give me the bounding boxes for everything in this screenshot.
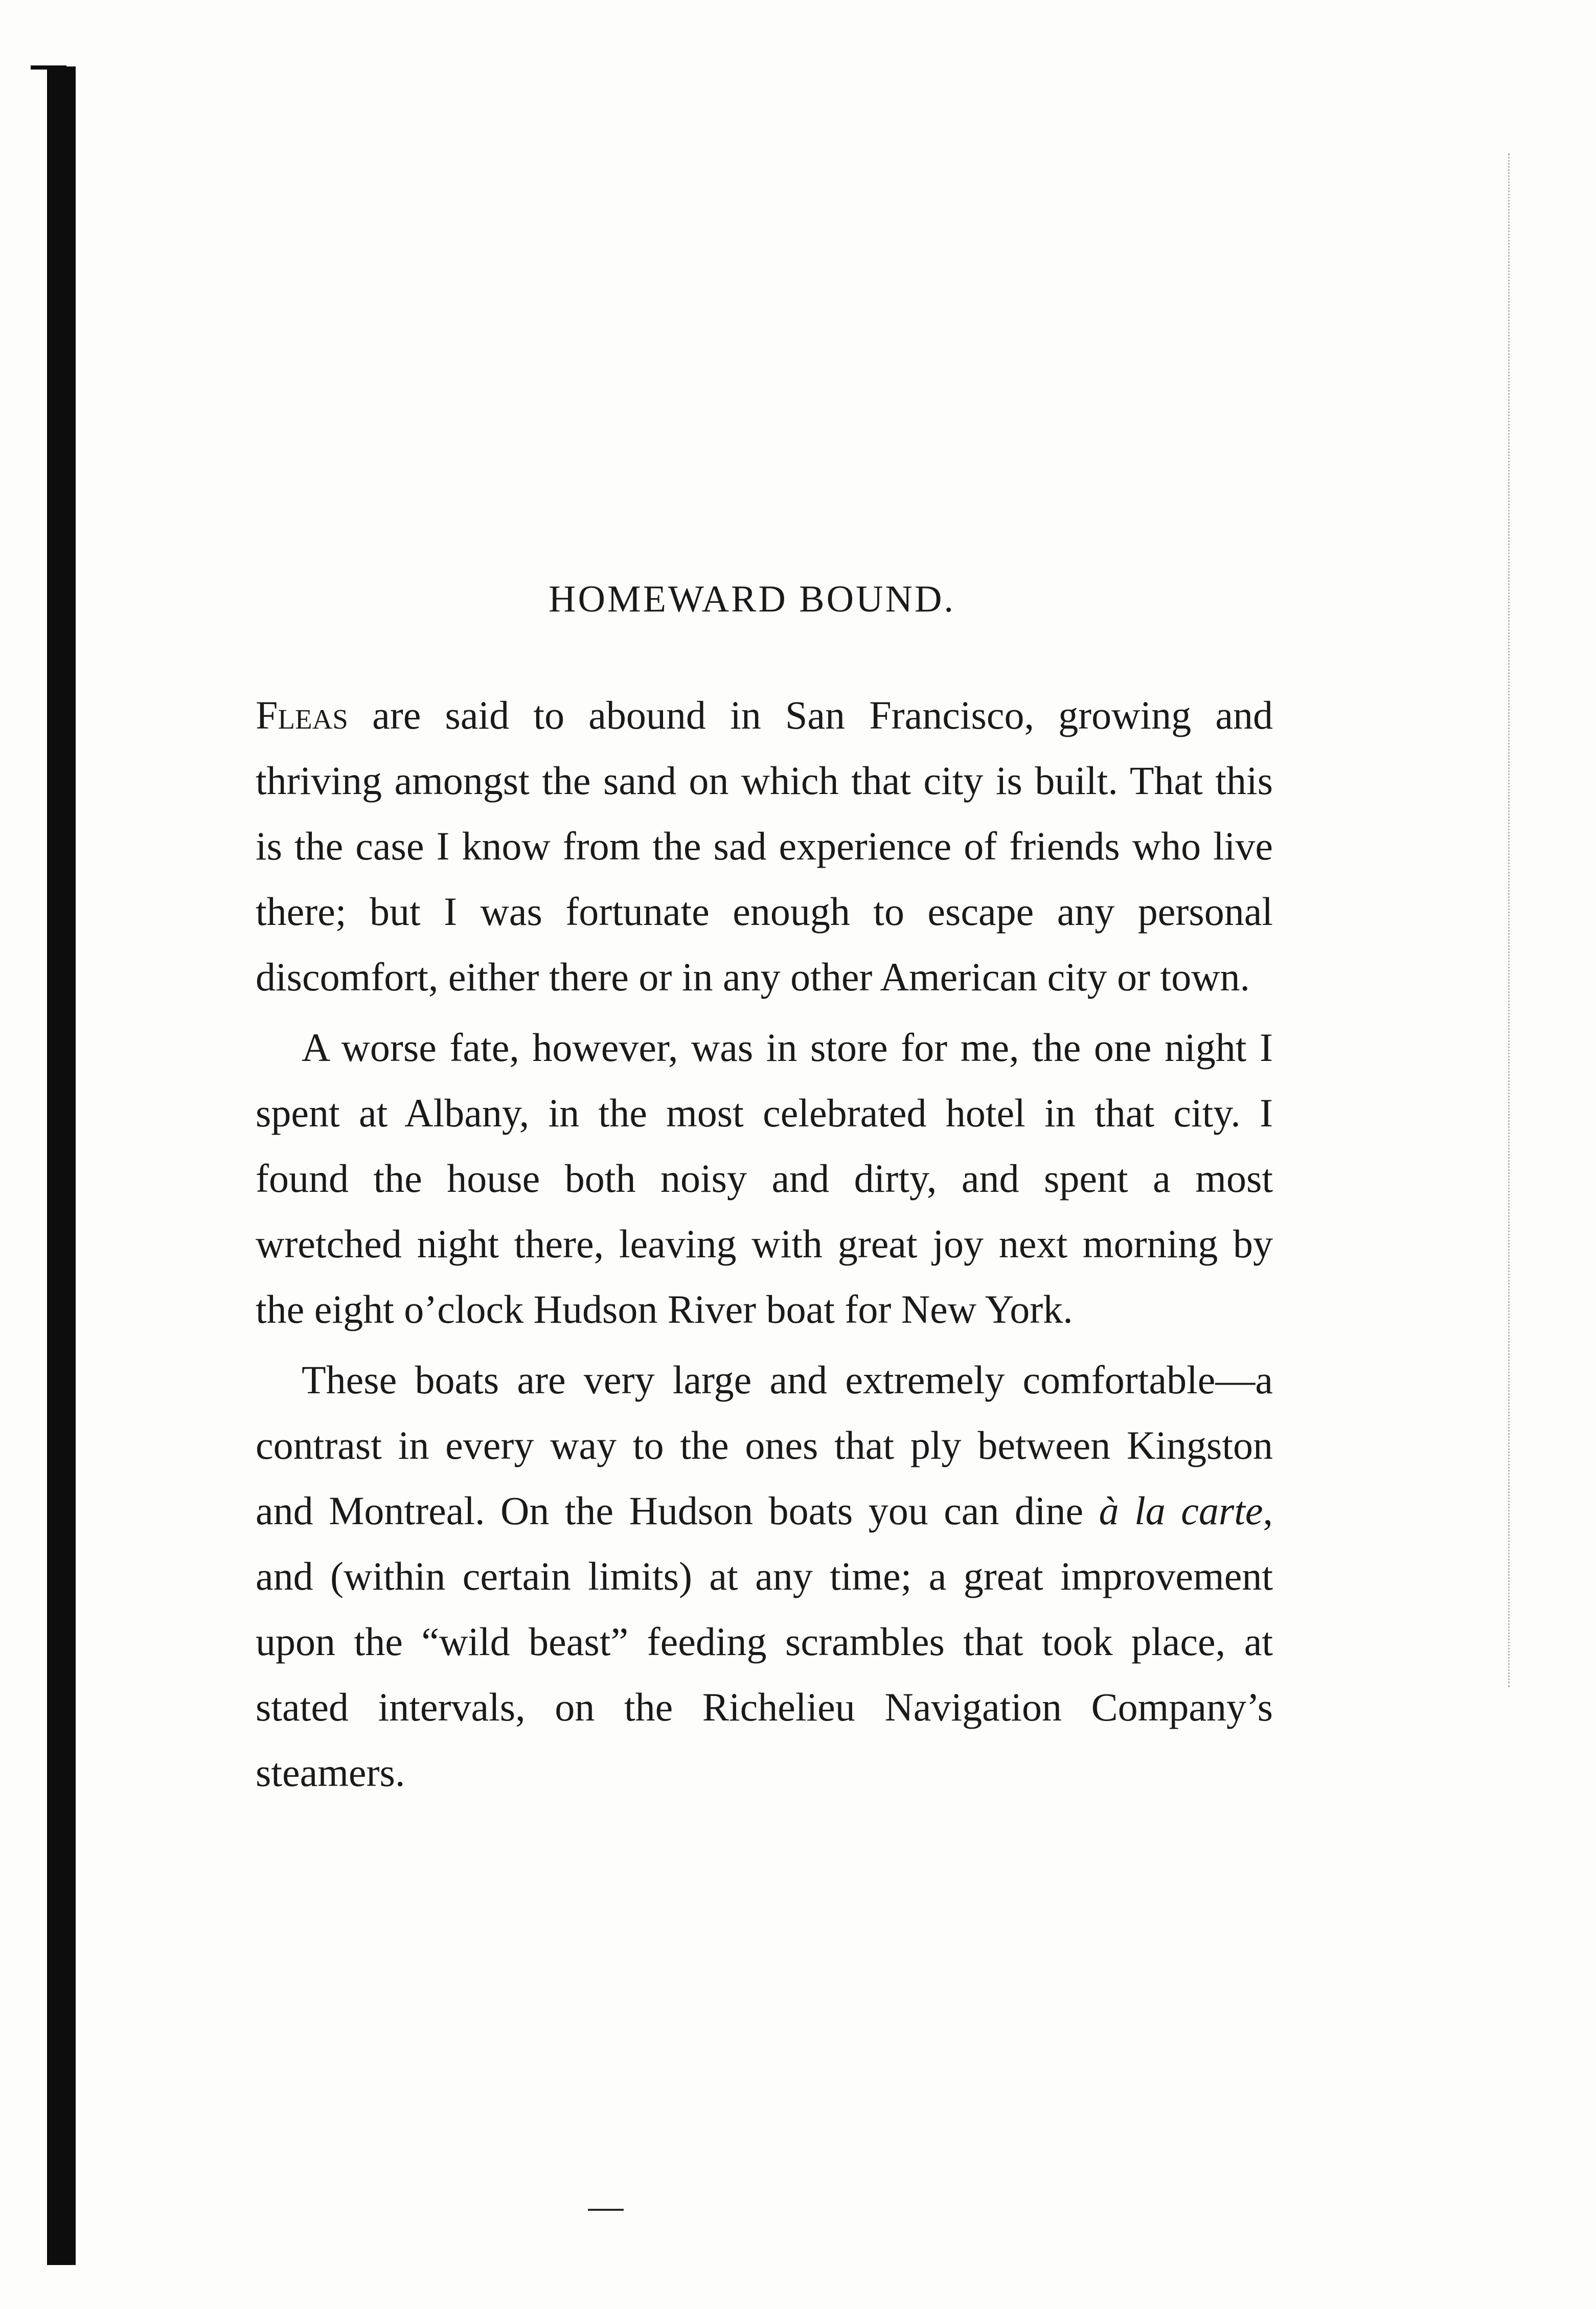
chapter-title: HOMEWARD BOUND. [549,578,955,620]
paragraph-1-text: are said to abound in San Francisco, growing and thriving amongst the sand on which that city is built. That this is the case I know from the sad experience of friends who live there; but I was fortunate enough to escape any personal discomfort, either there or in any other American city or town. [256,693,1273,999]
paragraph-3-italic: à la carte [1099,1488,1263,1533]
page-edge-specks [1508,153,1540,1687]
paragraph-3 [256,1347,1273,1805]
binding-edge [47,66,76,2265]
paragraph-1 [256,683,1273,1010]
paragraph-3-text-b: , and (within certain limits) at any time; a great improvement upon the “wild beast” feeding scrambles that took place, at stated intervals, on the Richelieu Navigation Company’s steamers. [256,1488,1273,1795]
paragraph-2: A worse fate, however, was in store for me, the one night I spent at Albany, in the most celebrated hotel in that city. I found the house both noisy and dirty, and spent a most wretched night there, leaving with great joy next morning by the eight o’clock Hudson River boat for New York. [256,1025,1273,1331]
body-text [256,683,1273,1810]
paragraph-3-text-a: These boats are very large and extremely comfortable—a contrast in every way to the ones that ply between Kingston and Montreal. On the Hudson boats you can dine [256,1357,1273,1533]
paragraph-1-lead-word: Fleas [256,693,348,737]
stray-dash-mark [588,2209,624,2211]
